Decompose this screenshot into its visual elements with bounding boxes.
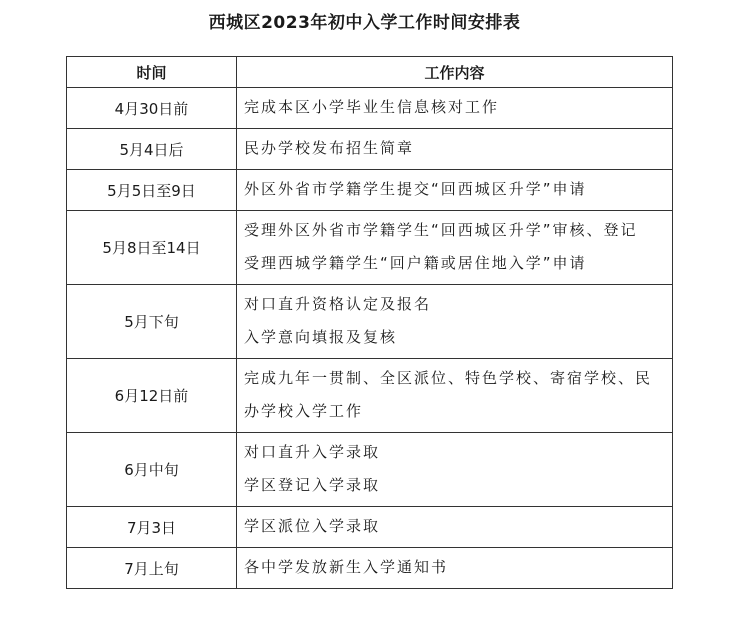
row-time: 7月3日 [67,507,237,548]
header-time: 时间 [67,57,237,88]
row-time: 5月8日至14日 [67,211,237,285]
row-content [237,129,673,170]
table-row [67,170,673,211]
content-line: 受理外区外省市学籍学生“回西城区升学”审核、登记 [244,221,638,239]
row-content [237,211,673,285]
table-row [67,211,673,285]
table-header-row [67,57,673,88]
table-row [67,129,673,170]
table-row [67,88,673,129]
header-content: 工作内容 [237,57,673,88]
content-line: 外区外省市学籍学生提交“回西城区升学”申请 [244,180,587,198]
row-time: 5月下旬 [67,285,237,359]
row-time: 4月30日前 [67,88,237,129]
row-time: 7月上旬 [67,548,237,589]
row-time: 6月12日前 [67,359,237,433]
content-line: 学区派位入学录取 [244,517,381,535]
row-content [237,285,673,359]
table-row [67,359,673,433]
table-row [67,433,673,507]
content-line: 受理西城学籍学生“回户籍或居住地入学”申请 [244,254,587,272]
schedule-table [66,56,673,589]
table-row [67,285,673,359]
content-line: 完成九年一贯制、全区派位、特色学校、寄宿学校、民办学校入学工作 [244,369,653,420]
table-row [67,507,673,548]
content-line: 对口直升资格认定及报名 [244,295,432,313]
content-line: 民办学校发布招生简章 [244,139,415,157]
row-time: 6月中旬 [67,433,237,507]
row-content [237,507,673,548]
row-time: 5月4日后 [67,129,237,170]
content-line: 入学意向填报及复核 [244,328,398,346]
content-line: 完成本区小学毕业生信息核对工作 [244,98,500,116]
row-content [237,359,673,433]
page-title: 西城区2023年初中入学工作时间安排表 [208,13,521,33]
row-time: 5月5日至9日 [67,170,237,211]
content-line: 对口直升入学录取 [244,443,381,461]
row-content [237,548,673,589]
row-content [237,433,673,507]
content-line: 各中学发放新生入学通知书 [244,558,449,576]
content-line: 学区登记入学录取 [244,476,381,494]
row-content [237,170,673,211]
row-content [237,88,673,129]
table-row [67,548,673,589]
